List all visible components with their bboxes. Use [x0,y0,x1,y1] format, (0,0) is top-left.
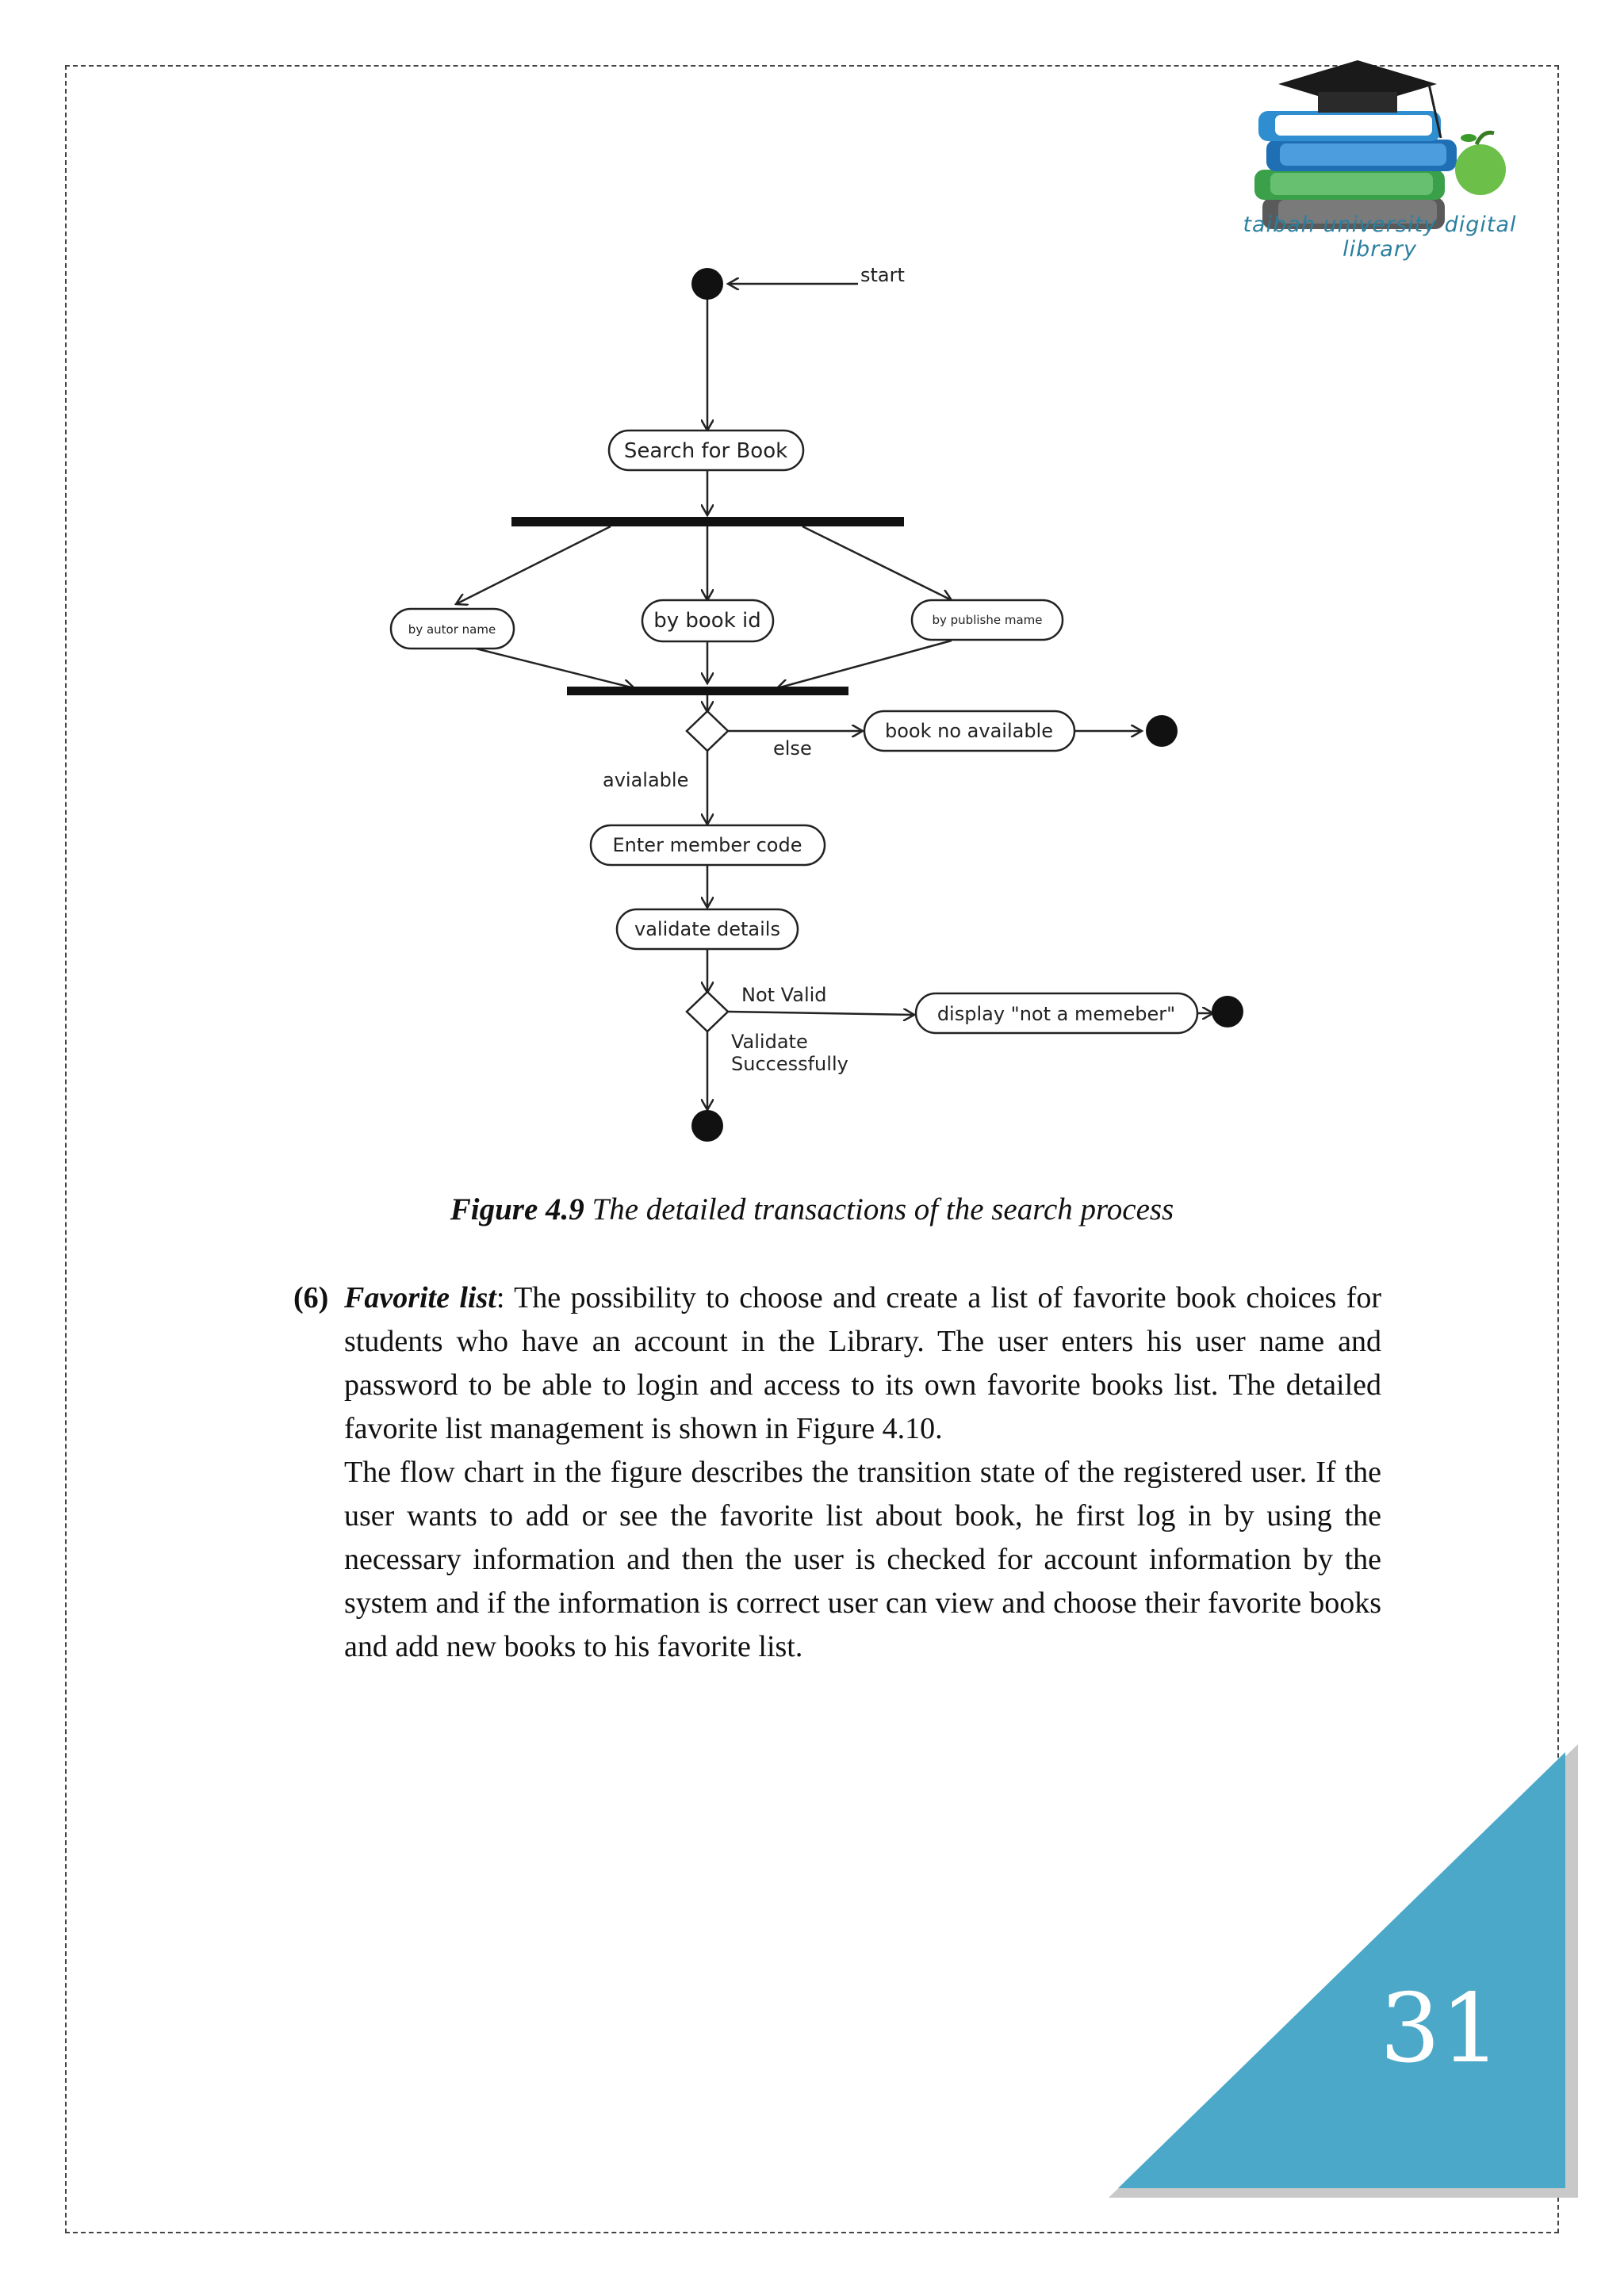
label-not-available: book no available [885,720,1053,742]
section-body [344,1276,1381,1669]
figure-caption-text: The detailed transactions of the search process [584,1192,1174,1226]
page-corner-decoration [1102,1744,1578,2204]
decision-node [687,992,728,1031]
figure-label: Figure 4.9 [450,1192,584,1226]
label-not-valid: Not Valid [741,984,827,1006]
label-validate-ok-1: Validate [731,1031,808,1053]
join-bar [567,687,848,695]
label-else: else [773,737,812,760]
apple-icon [1455,132,1506,195]
fork-bar [511,517,904,526]
initial-node [691,268,723,300]
label-display-msg: display "not a memeber" [936,1003,1176,1025]
label-validate: validate details [634,918,780,940]
section-number: (6) [293,1281,329,1314]
decision-node [687,711,728,751]
label-validate-ok-2: Successfully [731,1053,848,1075]
paragraph-1 [344,1276,1381,1451]
label-by-id: by book id [653,609,761,633]
label-available: avialable [603,769,689,791]
label-start: start [860,264,905,286]
section-term: Favorite list [344,1281,496,1314]
section-favorite-list [293,1276,1381,1669]
page-number: 31 [1380,1974,1501,2084]
final-node [691,1110,723,1142]
activity-diagram [373,254,1261,1150]
paragraph-1-text: : The possibility to choose and create a list of favorite book choices for students who have an account in the Library. The user enters his user name and password to be able to login and access to its own favorite books list. The detailed favorite list management is shown in Figure 4.10. [344,1281,1381,1445]
label-search: Search for Book [623,439,788,463]
books-icon [1254,111,1457,229]
label-member-code: Enter member code [612,834,802,856]
final-node [1146,715,1178,747]
logo-text: taibah university digital library [1243,212,1517,262]
label-by-publisher: by publishe mame [932,613,1043,627]
final-node [1212,996,1243,1027]
label-by-author: by autor name [408,622,496,637]
paragraph-2: The flow chart in the figure describes the transition state of the registered user. If the user wants to add or see the favorite list about book, he first log in by using the necessary information and then the user is checked for account information by the system and if the information is correct user can view and choose their favorite books and add new books to his favorite list. [344,1456,1381,1663]
figure-caption [0,1192,1624,1227]
